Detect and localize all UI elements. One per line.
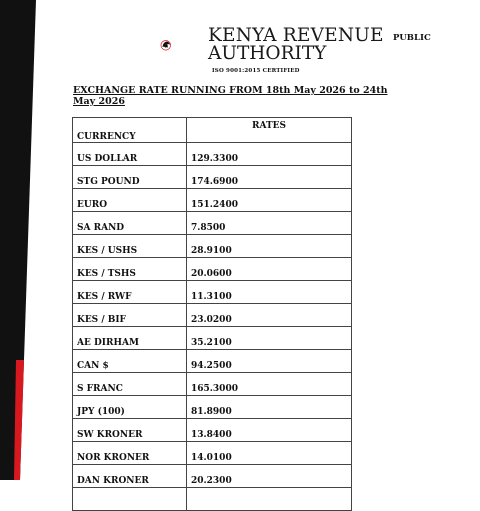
table-row [73, 396, 352, 419]
currency-cell: DAN KRONER [73, 465, 187, 488]
table-row [73, 258, 352, 281]
table-row [73, 419, 352, 442]
classification-label: PUBLIC [393, 33, 431, 43]
currency-cell: S FRANC [73, 373, 187, 396]
rate-cell: 7.8500 [187, 212, 352, 235]
rate-cell: 23.0200 [187, 304, 352, 327]
rate-cell: 151.2400 [187, 189, 352, 212]
currency-cell: SW KRONER [73, 419, 187, 442]
rate-cell: 129.3300 [187, 143, 352, 166]
currency-cell: AE DIRHAM [73, 327, 187, 350]
table-row [73, 166, 352, 189]
rate-cell [187, 488, 352, 511]
table-row [73, 350, 352, 373]
table-row [73, 189, 352, 212]
table-row [73, 143, 352, 166]
table-row [73, 235, 352, 258]
table-body [73, 143, 352, 511]
kra-lion-logo-icon [160, 22, 208, 70]
decorative-side-band [0, 0, 46, 480]
currency-cell: KES / TSHS [73, 258, 187, 281]
exchange-rate-table [72, 117, 352, 511]
table-row [73, 327, 352, 350]
rate-cell: 20.2300 [187, 465, 352, 488]
currency-cell: STG POUND [73, 166, 187, 189]
rate-cell: 28.9100 [187, 235, 352, 258]
currency-cell: KES / BIF [73, 304, 187, 327]
currency-cell: CAN $ [73, 350, 187, 373]
rate-cell: 165.3000 [187, 373, 352, 396]
currency-cell: EURO [73, 189, 187, 212]
table-row [73, 465, 352, 488]
document-title: EXCHANGE RATE RUNNING FROM 18th May 2026 to 24th May 2026 [73, 85, 388, 107]
table-row [73, 488, 352, 511]
table-row [73, 442, 352, 465]
table-header-row [73, 118, 352, 143]
currency-cell [73, 488, 187, 511]
certification-label: ISO 9001:2015 CERTIFIED [212, 68, 300, 74]
table-row [73, 281, 352, 304]
rate-cell: 20.0600 [187, 258, 352, 281]
rate-cell: 13.8400 [187, 419, 352, 442]
table-row [73, 212, 352, 235]
org-name-line1: KENYA REVENUE [208, 25, 384, 46]
rate-cell: 14.0100 [187, 442, 352, 465]
table-row [73, 304, 352, 327]
rates-column-header: RATES [187, 118, 352, 143]
rate-cell: 94.2500 [187, 350, 352, 373]
currency-cell: SA RAND [73, 212, 187, 235]
currency-cell: KES / USHS [73, 235, 187, 258]
currency-cell: KES / RWF [73, 281, 187, 304]
currency-cell: JPY (100) [73, 396, 187, 419]
rate-cell: 174.6900 [187, 166, 352, 189]
currency-column-header: CURRENCY [73, 118, 187, 143]
rate-cell: 35.2100 [187, 327, 352, 350]
currency-cell: NOR KRONER [73, 442, 187, 465]
org-name-line2: AUTHORITY [208, 43, 327, 64]
rate-cell: 11.3100 [187, 281, 352, 304]
rate-cell: 81.8900 [187, 396, 352, 419]
table-row [73, 373, 352, 396]
currency-cell: US DOLLAR [73, 143, 187, 166]
